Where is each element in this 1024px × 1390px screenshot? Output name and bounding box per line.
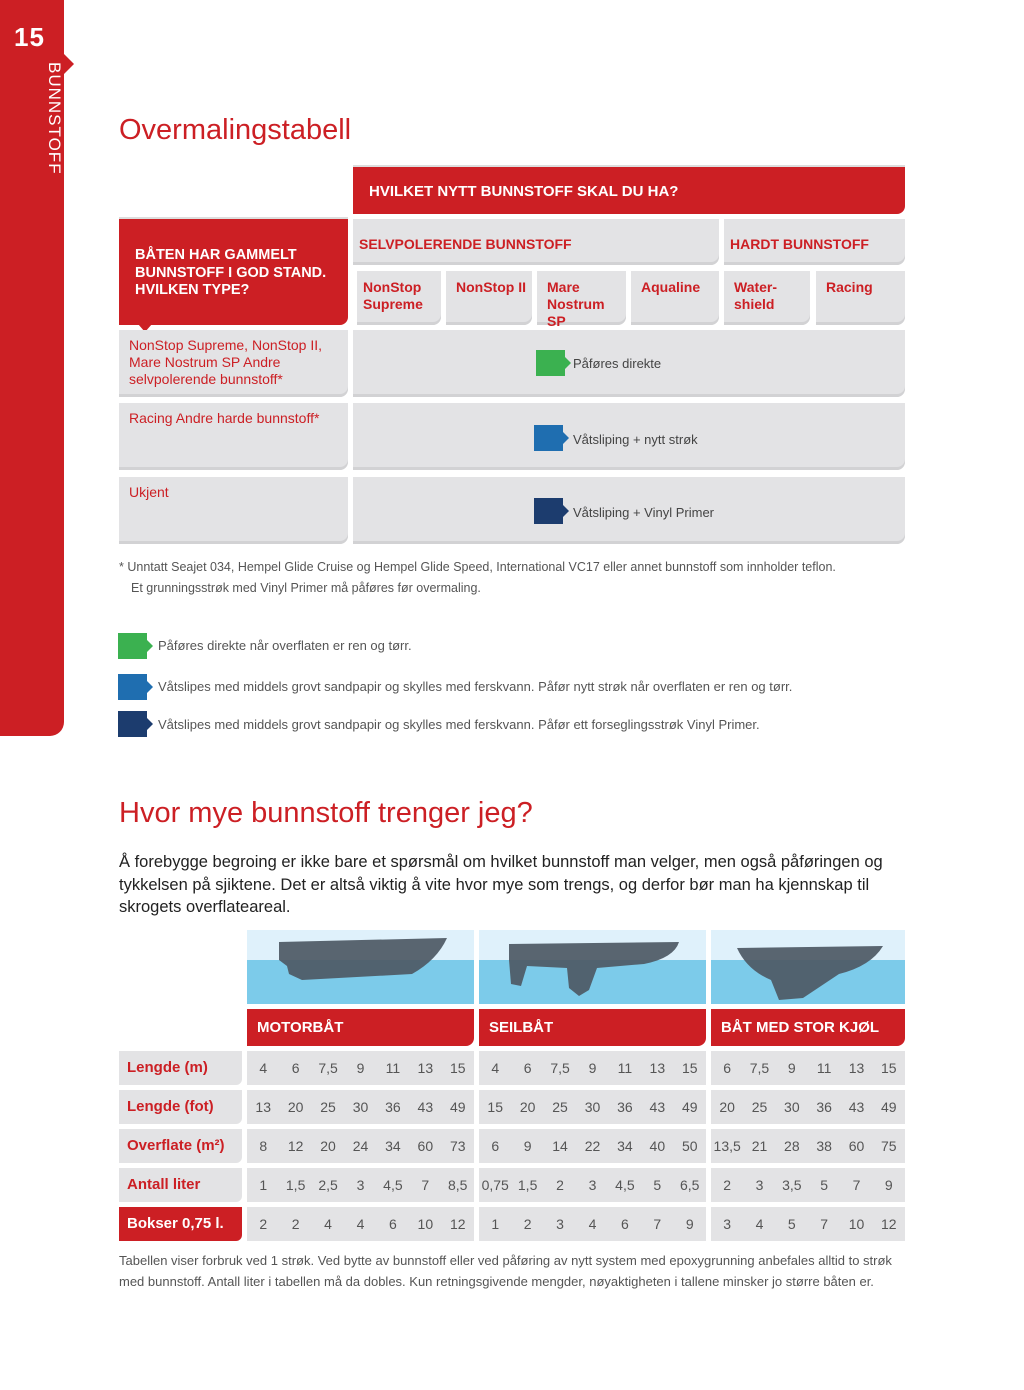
header-main: HVILKET NYTT BUNNSTOFF SKAL DU HA? (353, 167, 905, 214)
section-sidebar (0, 0, 64, 736)
keelboat-icon (711, 930, 905, 1004)
table-cell: 6 (291, 1060, 300, 1076)
table-cell: 38 (816, 1138, 832, 1154)
legend-green-swatch (118, 633, 147, 659)
table-cell: 6 (491, 1138, 500, 1154)
table-cell: 36 (816, 1099, 832, 1115)
table-cell: 7,5 (749, 1060, 770, 1076)
table-cell: 6 (389, 1216, 397, 1232)
table-cell: 30 (584, 1099, 601, 1115)
table-cell: 30 (352, 1099, 369, 1115)
table-cell: 34 (617, 1138, 633, 1154)
row-result-text: Våtsliping + nytt strøk (573, 432, 698, 447)
table-cell: 30 (784, 1099, 800, 1115)
table-cell: 2,5 (318, 1177, 338, 1193)
label-lengde-fot: Lengde (fot) (119, 1090, 242, 1124)
legend-wetsand: Våtslipes med middels grovt sandpapir og skylles med ferskvann. Påfør nytt strøk når overflaten er ren og tørr. (158, 679, 793, 694)
table-row (711, 1051, 905, 1085)
table-row (479, 1207, 706, 1241)
row-label-selvpolerende: NonStop Supreme, NonStop II, Mare Nostrum SP Andre selvpolerende bunnstoff* (119, 330, 348, 397)
legend-navy-swatch (118, 711, 147, 737)
group-selvpolerende: SELVPOLERENDE BUNNSTOFF (353, 219, 719, 265)
table-cell: 9 (685, 1216, 694, 1232)
table-cell: 13 (417, 1060, 434, 1076)
table-row (247, 1129, 474, 1163)
table-cell: 15 (881, 1060, 897, 1076)
table-cell: 5 (820, 1177, 829, 1193)
table-cell: 36 (617, 1099, 633, 1115)
category-motorbat: MOTORBÅT (247, 1009, 474, 1046)
table-cell: 9 (787, 1060, 796, 1076)
footnote-1: * Unntatt Seajet 034, Hempel Glide Cruise og Hempel Glide Speed, International VC17 eller annet bunnstoff som innholder teflon. (119, 560, 836, 574)
table-cell: 9 (884, 1177, 893, 1193)
navy-swatch (534, 498, 563, 524)
table-cell: 20 (320, 1138, 336, 1154)
group-hardt: HARDT BUNNSTOFF (724, 219, 905, 265)
table-cell: 36 (385, 1099, 401, 1115)
table-cell: 4 (259, 1060, 268, 1076)
table-cell: 4 (324, 1216, 332, 1232)
table-cell: 13,5 (713, 1138, 741, 1154)
table-cell: 4 (491, 1060, 500, 1076)
green-swatch (536, 350, 565, 376)
table-cell: 7 (421, 1177, 430, 1193)
table-cell: 5 (653, 1177, 662, 1193)
blue-swatch (534, 425, 563, 451)
table-row (711, 1168, 905, 1202)
table-row (247, 1051, 474, 1085)
table-cell: 6 (621, 1216, 629, 1232)
table-cell: 1 (491, 1216, 500, 1232)
table-row (711, 1090, 905, 1124)
table-cell: 3,5 (782, 1177, 802, 1193)
table-cell: 3 (723, 1216, 732, 1232)
row-label-ukjent: Ukjent (119, 477, 348, 544)
motorboat-icon (247, 930, 474, 1004)
label-lengde-m: Lengde (m) (119, 1051, 242, 1085)
table-cell: 2 (259, 1216, 268, 1232)
table-cell: 43 (417, 1099, 434, 1115)
table-cell: 20 (719, 1099, 735, 1115)
table-cell: 12 (449, 1216, 466, 1232)
product-aqualine: Aqualine (631, 271, 719, 325)
table-cell: 21 (751, 1138, 768, 1154)
table-cell: 7 (852, 1177, 861, 1193)
motorboat-image (247, 930, 474, 1004)
table-cell: 5 (787, 1216, 796, 1232)
sidebar-notch (64, 54, 74, 74)
table-cell: 2 (291, 1216, 300, 1232)
table-cell: 3 (556, 1216, 564, 1232)
table-row (479, 1051, 706, 1085)
sailboat-image (479, 930, 706, 1004)
table-row (247, 1168, 474, 1202)
keelboat-image (711, 930, 905, 1004)
table-cell: 8 (259, 1138, 268, 1154)
table-cell: 15 (487, 1099, 503, 1115)
table-cell: 2 (556, 1177, 564, 1193)
table-cell: 9 (588, 1060, 597, 1076)
table-cell: 6 (523, 1060, 532, 1076)
consumption-title: Hvor mye bunnstoff trenger jeg? (119, 797, 533, 829)
row-result-text: Våtsliping + Vinyl Primer (573, 505, 715, 520)
table-cell: 25 (552, 1099, 568, 1115)
category-stor-kjol: BÅT MED STOR KJØL (711, 1009, 905, 1046)
table-cell: 13 (848, 1060, 865, 1076)
table-cell: 0,75 (481, 1177, 509, 1193)
table-cell: 10 (417, 1216, 434, 1232)
table-cell: 25 (320, 1099, 336, 1115)
table-row (247, 1207, 474, 1241)
table-cell: 4 (755, 1216, 764, 1232)
page-number: 15 (14, 22, 45, 52)
table-cell: 15 (449, 1060, 466, 1076)
table-cell: 75 (881, 1138, 897, 1154)
row-label-harde: Racing Andre harde bunnstoff* (119, 403, 348, 470)
table-cell: 60 (848, 1138, 865, 1154)
table-cell: 2 (523, 1216, 532, 1232)
product-racing: Racing (816, 271, 905, 325)
label-antall-liter: Antall liter (119, 1168, 242, 1202)
table-cell: 3 (356, 1177, 365, 1193)
table-cell: 1,5 (517, 1177, 538, 1193)
table-cell: 4 (356, 1216, 365, 1232)
table-row (711, 1207, 905, 1241)
table-cell: 9 (523, 1138, 532, 1154)
table-cell: 50 (681, 1138, 698, 1154)
table-cell: 25 (751, 1099, 768, 1115)
table-cell: 20 (519, 1099, 536, 1115)
product-watershield: Water-shield (724, 271, 810, 325)
legend-primer: Våtslipes med middels grovt sandpapir og skylles med ferskvann. Påfør ett forseglingsstrøk Vinyl Primer. (158, 717, 760, 732)
table-row (479, 1129, 706, 1163)
table-row (711, 1129, 905, 1163)
table-cell: 49 (449, 1099, 466, 1115)
table-cell: 4,5 (615, 1177, 635, 1193)
table-cell: 7 (653, 1216, 662, 1232)
table-cell: 49 (681, 1099, 698, 1115)
table-cell: 8,5 (448, 1177, 468, 1193)
table-cell: 11 (617, 1060, 633, 1076)
table-cell: 43 (649, 1099, 666, 1115)
table-cell: 3 (588, 1177, 597, 1193)
table-cell: 11 (385, 1060, 401, 1076)
left-header: BÅTEN HAR GAMMELT BUNNSTOFF I GOD STAND. HVILKEN TYPE? (119, 219, 348, 325)
table-cell: 40 (649, 1138, 666, 1154)
sailboat-icon (479, 930, 706, 1004)
table-cell: 14 (552, 1138, 568, 1154)
footnote-2: Et grunningsstrøk med Vinyl Primer må påføres før overmaling. (131, 581, 481, 595)
table-cell: 6,5 (680, 1177, 700, 1193)
table-cell: 3 (755, 1177, 764, 1193)
table-cell: 22 (584, 1138, 601, 1154)
overmaling-title: Overmalingstabell (119, 114, 352, 146)
table-cell: 1,5 (285, 1177, 306, 1193)
table-cell: 34 (385, 1138, 401, 1154)
table-cell: 13 (255, 1099, 271, 1115)
table-cell: 1 (259, 1177, 268, 1193)
table-cell: 73 (449, 1138, 466, 1154)
table-cell: 4,5 (383, 1177, 403, 1193)
label-bokser: Bokser 0,75 l. (119, 1207, 242, 1241)
table-row (247, 1090, 474, 1124)
product-mare-nostrum: Mare Nostrum SP (537, 271, 626, 325)
table-cell: 28 (784, 1138, 800, 1154)
table-cell: 11 (816, 1060, 832, 1076)
table-cell: 4 (588, 1216, 597, 1232)
table-cell: 12 (881, 1216, 897, 1232)
table-cell: 6 (723, 1060, 732, 1076)
table-cell: 49 (881, 1099, 897, 1115)
product-nonstop-supreme: NonStop Supreme (357, 271, 441, 325)
table-cell: 15 (681, 1060, 698, 1076)
table-cell: 10 (848, 1216, 865, 1232)
table-cell: 13 (649, 1060, 666, 1076)
section-label: BUNNSTOFF (45, 62, 64, 175)
table-row (479, 1090, 706, 1124)
row-result-text: Påføres direkte (573, 356, 662, 371)
intro-text: Å forebygge begroing er ikke bare et spørsmål om hvilket bunnstoff man velger, men også påføringen og tykkelsen på sjiktene. Det er altså viktig å vite hvor mye som trengs, og derfor bør man ha kjennskap til skrogets overflateareal. (119, 853, 883, 916)
table-cell: 43 (848, 1099, 865, 1115)
table-note: Tabellen viser forbruk ved 1 strøk. Ved bytte av bunnstoff eller ved påføring av nytt system med epoxygrunning anbefales alltid to strøk med bunnstoff. Antall liter i tabellen må da dobles. Kun retningsgivende mengder, nøyaktigheten i tallene minsker jo større båten er. (119, 1253, 892, 1289)
label-overflate: Overflate (m²) (119, 1129, 242, 1163)
category-seilbat: SEILBÅT (479, 1009, 706, 1046)
table-cell: 9 (356, 1060, 365, 1076)
table-cell: 7,5 (550, 1060, 570, 1076)
legend-direct: Påføres direkte når overflaten er ren og tørr. (158, 638, 412, 653)
table-cell: 20 (287, 1099, 304, 1115)
table-cell: 7 (820, 1216, 829, 1232)
table-cell: 60 (417, 1138, 434, 1154)
table-row (479, 1168, 706, 1202)
table-cell: 2 (723, 1177, 732, 1193)
table-cell: 7,5 (318, 1060, 338, 1076)
legend-blue-swatch (118, 674, 147, 700)
table-cell: 24 (352, 1138, 369, 1154)
product-nonstop-ii: NonStop II (446, 271, 532, 325)
table-cell: 12 (287, 1138, 304, 1154)
